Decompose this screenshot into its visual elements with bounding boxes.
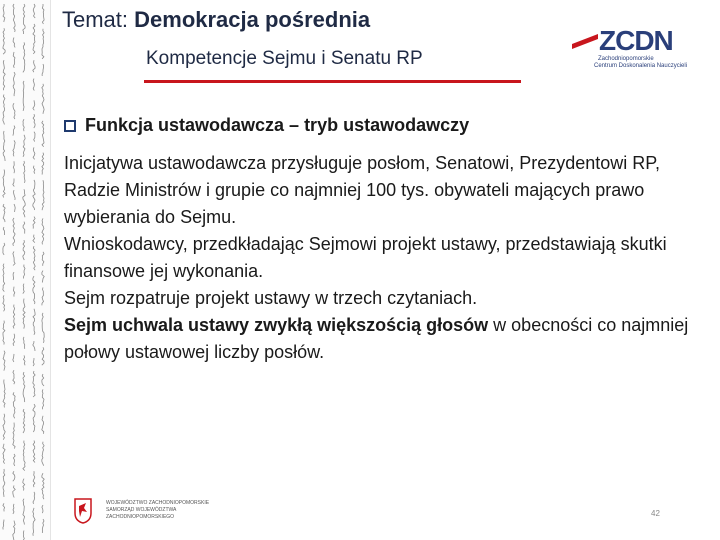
footer-caption [106,500,209,521]
scribble-stroke [42,519,44,533]
scribble-stroke [33,147,35,159]
scribble-stroke [23,441,25,471]
scribble-stroke [42,313,44,343]
scribble-stroke [42,180,44,210]
heading-text: Funkcja ustawodawcza – tryb ustawodawczy [85,115,470,135]
scribble-stroke [3,444,5,464]
scribble-stroke [42,442,44,466]
scribble-stroke [33,358,34,366]
scribble-stroke [33,276,35,304]
scribble-stroke [13,423,15,449]
zcdn-logo [570,25,688,76]
scribble-stroke [24,355,26,365]
scribble-stroke [3,380,5,408]
scribble-stroke [3,321,5,345]
scribble-stroke [13,103,15,119]
scribble-stroke [3,351,5,371]
scribble-stroke [33,404,35,432]
scribble-stroke [14,287,15,297]
scribble-stroke [13,454,15,466]
logo-subtitle [594,56,687,70]
paragraph-readings: Sejm rozpatruje projekt ustawy w trzech czytaniach. [64,288,478,308]
scribble-stroke [33,246,35,270]
scribble-stroke [33,492,35,504]
scribble-stroke [33,440,35,462]
scribble-stroke [33,166,35,174]
scribble-stroke [13,334,15,346]
scribble-stroke [42,416,44,434]
scribble-stroke [42,29,44,59]
scribble-stroke [23,119,24,131]
footer-line2: SAMORZĄD WOJEWÓDZTWA [106,507,177,513]
logo-sub-line2: Centrum Doskonalenia Nauczycieli [594,63,688,69]
scribble-stroke [23,337,25,349]
scribble-stroke [42,4,44,24]
logo-name: ZCDN [599,25,673,56]
scribble-stroke [23,240,25,260]
scribble-stroke [33,341,35,351]
scribble-stroke [23,479,25,491]
scribble-stroke [3,60,5,90]
scribble-stroke [23,222,25,234]
scribble-stroke [33,100,35,110]
scribble-stroke [13,52,15,68]
scribble-stroke [42,271,44,283]
scribble-stroke [3,520,4,530]
scribble-stroke [23,284,24,294]
scribble-stroke [33,24,35,54]
footer-line1: WOJEWÓDZTWO ZACHODNIOPOMORSKIE [106,500,210,506]
scribble-stroke [3,131,5,161]
scribble-stroke [3,469,5,497]
scribble-stroke [23,372,25,402]
scribble-stroke [14,204,15,212]
scribble-stroke [42,374,44,386]
logo-mark-icon [572,34,598,50]
scribble-stroke [42,389,44,409]
scribble-stroke [23,135,25,157]
footer-line3: ZACHODNIOPOMORSKIEGO [106,514,175,520]
scribble-stroke [3,414,5,440]
scribble-stroke [23,189,25,217]
scribble-stroke [23,4,25,34]
scribble-stroke [23,499,25,525]
handwriting-pattern [0,0,50,540]
scribble-stroke [42,287,44,305]
scribble-stroke [3,94,5,124]
content-body [64,150,694,366]
scribble-stroke [33,371,35,397]
scribble-stroke [3,243,5,255]
scribble-stroke [23,161,25,183]
scribble-stroke [3,170,5,198]
scribble-stroke [33,180,35,210]
scribble-stroke [23,299,25,329]
scribble-stroke [3,264,5,292]
logo-sub-line1: Zachodniopomorskie [598,56,654,62]
title-underline [144,80,521,83]
scribble-stroke [23,42,25,72]
paragraph-initiative: Inicjatywa ustawodawcza przysługuje posłom, Senatowi, Prezydentowi RP, Radzie Ministrów i grupie co najmniej 100 tys. obywateli mających prawo wybierania do Sejmu. [64,153,660,227]
scribble-stroke [42,64,44,76]
scribble-stroke [13,471,15,481]
scribble-stroke [33,235,35,243]
scribble-stroke [13,354,14,362]
scribble-stroke [13,4,15,32]
scribble-stroke [33,508,35,536]
paragraph-majority-rest: w obecności co najmniej połowy ustawowej liczby posłów. [64,315,689,362]
scribble-stroke [13,370,15,384]
title-prefix: Temat: [62,7,135,32]
scribble-stroke [42,84,44,114]
scribble-stroke [13,485,15,497]
paragraph-majority [64,312,694,366]
scribble-stroke [3,503,5,511]
scribble-stroke [33,4,35,18]
paragraph-majority-bold: Sejm uchwala ustawy zwykłą większością głosów [64,315,489,335]
scribble-stroke [13,126,15,136]
scribble-stroke [13,161,14,173]
scribble-stroke [3,204,5,222]
scribble-stroke [3,295,5,311]
scribble-stroke [34,132,35,142]
scribble-stroke [13,179,15,187]
section-heading [64,115,469,136]
scribble-stroke [42,473,44,499]
slide-title [62,7,370,33]
scribble-stroke [3,227,4,235]
scribble-stroke [3,28,5,54]
scribble-stroke [13,392,15,418]
footer-logo [66,494,216,530]
scribble-stroke [42,347,44,365]
scribble-stroke [23,409,25,433]
scribble-stroke [23,531,24,540]
scribble-stroke [13,72,15,96]
scribble-stroke [42,252,44,266]
scribble-stroke [33,79,34,91]
scribble-stroke [13,37,15,47]
scribble-stroke [33,309,35,335]
scribble-stroke [13,305,15,329]
scribble-stroke [13,504,14,514]
scribble-stroke [13,140,15,156]
scribble-stroke [13,218,15,246]
scribble-stroke [13,521,15,540]
scribble-stroke [24,265,26,279]
page-number: 42 [651,509,660,518]
scribble-stroke [14,190,16,200]
scribble-stroke [13,272,14,280]
scribble-stroke [3,4,5,22]
scribble-stroke [23,81,24,111]
scribble-stroke [42,121,44,147]
scribble-stroke [13,251,15,265]
griffin-emblem-icon [74,498,92,524]
slide-subtitle: Kompetencje Sejmu i Senatu RP [146,48,423,69]
scribble-stroke [33,217,35,229]
scribble-stroke [33,114,35,128]
paragraph-applicants: Wnioskodawcy, przedkładając Sejmowi projekt ustawy, przedstawiają skutki finansowe jej wykonania. [64,234,667,281]
scribble-stroke [42,153,44,175]
scribble-stroke [33,471,35,487]
scribble-stroke [33,60,35,72]
scribble-stroke [42,505,43,513]
scribble-stroke [42,218,44,244]
title-main: Demokracja pośrednia [134,7,371,32]
decorative-side-strip [0,0,51,540]
checkbox-bullet-icon [64,120,76,132]
